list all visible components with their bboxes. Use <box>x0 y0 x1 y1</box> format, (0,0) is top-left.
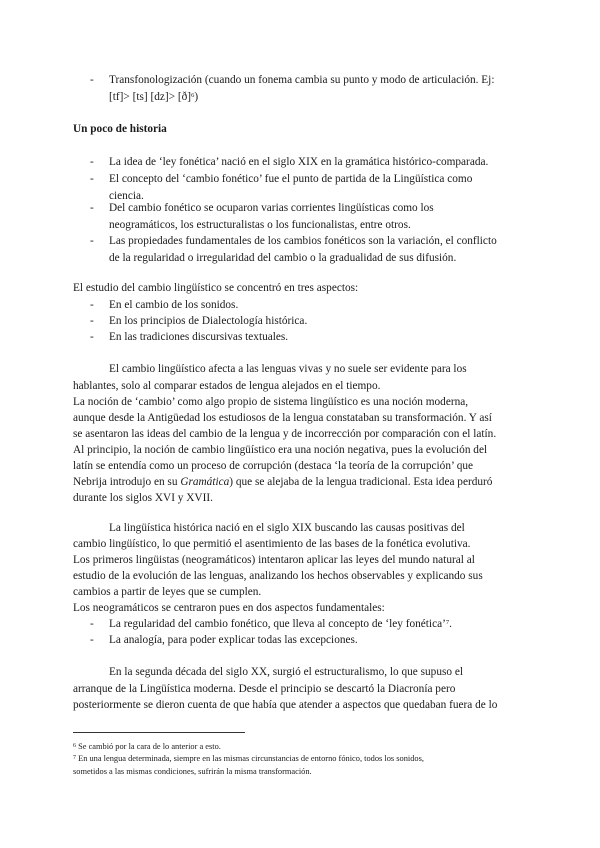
para2-line: aunque desde la Antigüedad los estudiosos de la lengua constataban su transformación. Y así <box>73 412 492 424</box>
history-bullet-line: ciencia. <box>109 190 144 202</box>
bullet-dash: - <box>90 299 94 311</box>
footnote-7: $^7$ En una lengua determinada, siempre en las mismas circunstancias de entorno fónico, todos los sonidos, <box>73 754 424 763</box>
para1-line: hablantes, solo al comparar estados de lengua alejados en el tiempo. <box>73 380 381 392</box>
history-bullet-line: El concepto del ‘cambio fonético’ fue el punto de partida de la Lingüística como <box>109 173 473 185</box>
para4-line: arranque de la Lingüística moderna. Desde el principio se descartó la Diacronía pero <box>73 683 456 695</box>
para2-line: Al principio, la noción de cambio lingüístico era una noción negativa, pues la evolución del <box>73 444 488 456</box>
bullet-dash: - <box>90 202 94 214</box>
bullet-dash: - <box>90 74 94 86</box>
footnote-6: $^6$ Se cambió por la cara de lo anterior a esto. <box>73 742 221 751</box>
bullet-dash: - <box>90 315 94 327</box>
bullet-dash: - <box>90 173 94 185</box>
para3-line: estudio de la evolución de las lenguas, analizando los hechos observables y explicando sus <box>73 570 483 582</box>
para2-line: latín se entendía como un proceso de corrupción (destaca ‘la teoría de la corrupción’ que <box>73 460 474 472</box>
document-page: - Transfonologización (cuando un fonema cambia su punto y modo de articulación. Ej: [tf]> [ts] [dz]> [ð]$^6$) Un poco de historia - La idea de ‘ley fonética’ nació en el siglo XIX en la gramática histórico-comparada. - El concepto del ‘cambio fonético’ fue el punto de partida de la Lingüística como ciencia. - Del cambio fonético se ocuparon varias corrientes lingüísticas como los neogramáticos, los estructuralistas o los funcionalistas, entre otros. - Las propiedades fundamentales de los cambios fonéticos son la variación, el conflicto de la regularidad o irregularidad del cambio o la gradualidad de sus difusión. El estudio del cambio lingüístico se concentró en tres aspectos: - En el cambio de los sonidos. - En los principios de Dialectología histórica. - En las tradiciones discursivas textuales. El cambio lingüístico afecta a las lenguas vivas y no suele ser evidente para los hablantes, solo al comparar estados de lengua alejados en el tiempo. La noción de ‘cambio’ como algo propio de sistema lingüístico es una noción moderna, aunque desde la Antigüedad los estudiosos de la lengua constataban su transformación. Y así se asentaron las ideas del cambio de la lengua y de incorrección por comparación con el latín. Al principio, la noción de cambio lingüístico era una noción negativa, pues la evolución del latín se entendía como un proceso de corrupción (destaca ‘la teoría de la corrupción’ que Nebrija introdujo en su Gramática) que se alejaba de la lengua tradicional. Esta idea perduró durante los siglos XVI y XVII. La lingüística histórica nació en el siglo XIX buscando las causas positivas del cambio lingüístico, lo que permitió el asentimiento de las bases de la fonética evolutiva. Los primeros lingüistas (neogramáticos) intentaron aplicar las leyes del mundo natural al estudio de la evolución de las lenguas, analizando los hechos observables y explicando sus cambios a partir de leyes que se cumplen. Los neogramáticos se centraron pues en dos aspectos fundamentales: - La regularidad del cambio fonético, que lleva al concepto de ‘ley fonética’$^7$. - La analogía, para poder explicar todas las excepciones. En la segunda década del siglo XX, surgió el estructuralismo, lo que supuso el arranque de la Lingüística moderna. Desde el principio se descartó la Diacronía pero posteriormente se dieron cuenta de que había que atender a aspectos que quedaban fuera de lo $^6$ Se cambió por la cara de lo anterior a esto. $^7$ En una lengua determinada, siempre en las mismas circunstancias de entorno fónico, todos los sonidos, sometidos a las mismas condiciones, sufrirán la misma transformación. <box>0 0 600 848</box>
footnote-divider <box>73 732 245 733</box>
bullet-dash: - <box>90 235 94 247</box>
para2-line: Nebrija introdujo en su Gramática) que se alejaba de la lengua tradicional. Esta idea perduró <box>73 476 493 488</box>
history-bullet-line: de la regularidad o irregularidad del cambio o la gradualidad de sus difusión. <box>109 252 457 264</box>
aspects-intro: El estudio del cambio lingüístico se concentró en tres aspectos: <box>73 282 359 294</box>
para2-line: se asentaron las ideas del cambio de la lengua y de incorrección por comparación con el latín. <box>73 428 497 440</box>
para4-line: En la segunda década del siglo XX, surgió el estructuralismo, lo que supuso el <box>109 666 463 678</box>
bullet-dash: - <box>90 331 94 343</box>
footnote-ref-6: 6 <box>191 92 195 99</box>
footnote-mark: 6 <box>73 743 76 749</box>
para4-line: posteriormente se dieron cuenta de que había que atender a aspectos que quedaban fuera de lo <box>73 699 498 711</box>
footnote-7-cont: sometidos a las mismas condiciones, sufrirán la misma transformación. <box>73 767 312 776</box>
bullet-dash: - <box>90 634 94 646</box>
para3-line: Los neogramáticos se centraron pues en dos aspectos fundamentales: <box>73 602 385 614</box>
para2-line: La noción de ‘cambio’ como algo propio de sistema lingüístico es una noción moderna, <box>73 396 469 408</box>
history-bullet-line: Del cambio fonético se ocuparon varias corrientes lingüísticas como los <box>109 202 434 214</box>
book-title: Gramática <box>180 476 230 488</box>
para3-line: cambios a partir de leyes que se cumplen. <box>73 586 262 598</box>
intro-bullet-text <box>109 72 534 106</box>
para1-line: El cambio lingüístico afecta a las lenguas vivas y no suele ser evidente para los <box>109 363 467 375</box>
para3-line: Los primeros lingüistas (neogramáticos) intentaron aplicar las leyes del mundo natural al <box>73 554 475 566</box>
history-bullet-line: neogramáticos, los estructuralistas o los funcionalistas, entre otros. <box>109 219 411 231</box>
para2-line: durante los siglos XVI y XVII. <box>73 492 213 504</box>
para3-line: cambio lingüístico, lo que permitió el asentimiento de las bases de la fonética evolutiva. <box>73 538 471 550</box>
history-bullet-line: La idea de ‘ley fonética’ nació en el siglo XIX en la gramática histórico-comparada. <box>109 156 489 168</box>
section-heading: Un poco de historia <box>73 123 167 135</box>
history-bullet-line: Las propiedades fundamentales de los cambios fonéticos son la variación, el conflicto <box>109 235 497 247</box>
bullet-dash: - <box>90 618 94 630</box>
bullet-dash: - <box>90 156 94 168</box>
intro-bullet-line-1: Transfonologización (cuando un fonema cambia su punto y modo de articulación. Ej: <box>109 74 495 86</box>
footnote-mark: 7 <box>73 755 76 761</box>
footnote-ref-7: 7 <box>445 619 450 626</box>
para3-line: La lingüística histórica nació en el siglo XIX buscando las causas positivas del <box>109 522 465 534</box>
intro-bullet-line-2: [tf]> [ts] [dz]> [ð]$^6$) <box>109 91 199 103</box>
